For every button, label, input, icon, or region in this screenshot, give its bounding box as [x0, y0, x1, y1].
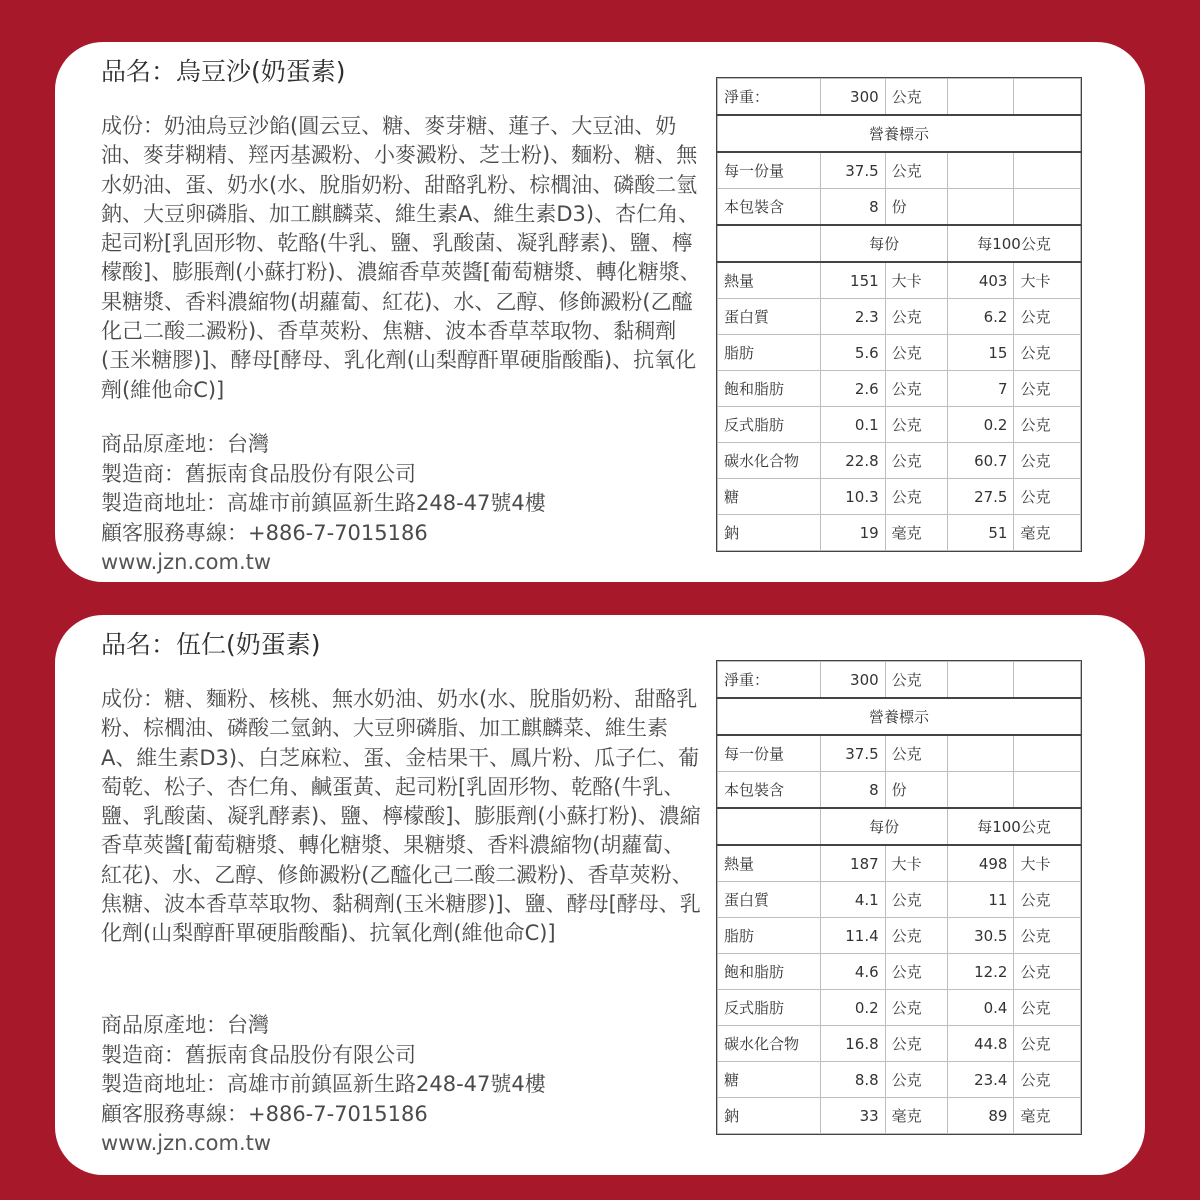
empty-cell	[948, 79, 1014, 116]
empty-cell	[718, 225, 821, 262]
nutrient-label: 鈉	[718, 1098, 821, 1134]
servings-unit: 份	[885, 772, 947, 809]
nutrient-label: 熱量	[718, 262, 821, 299]
net-weight-row	[718, 79, 1081, 116]
per-serving-unit: 公克	[885, 882, 947, 918]
title-row	[718, 115, 1081, 152]
per-100g-unit: 公克	[1014, 954, 1081, 990]
per-100g-value: 11	[948, 882, 1014, 918]
manufacturer-info	[101, 1011, 546, 1159]
servings-value: 8	[821, 189, 885, 226]
per-100g-unit: 公克	[1014, 479, 1081, 515]
nutrient-label: 反式脂肪	[718, 407, 821, 443]
per-serving-unit: 公克	[885, 335, 947, 371]
empty-cell	[1014, 772, 1081, 809]
per-100g-value: 51	[948, 515, 1014, 551]
address-text: 製造商地址：高雄市前鎮區新生路248-47號4樓	[101, 1072, 546, 1096]
origin-text: 商品原產地：台灣	[101, 1013, 269, 1037]
per-100g-unit: 大卡	[1014, 262, 1081, 299]
per-serving-value: 2.3	[821, 299, 885, 335]
per-serving-value: 16.8	[821, 1026, 885, 1062]
per-serving-unit: 大卡	[885, 845, 947, 882]
per-serving-header: 每份	[821, 808, 948, 845]
title-row	[718, 698, 1081, 735]
nutrient-row	[718, 954, 1081, 990]
per-serving-unit: 公克	[885, 990, 947, 1026]
nutrient-row	[718, 299, 1081, 335]
per-100g-value: 89	[948, 1098, 1014, 1134]
nutrient-row	[718, 335, 1081, 371]
nutrient-row	[718, 407, 1081, 443]
servings-unit: 份	[885, 189, 947, 226]
per-serving-value: 8.8	[821, 1062, 885, 1098]
per-serving-value: 11.4	[821, 918, 885, 954]
hotline-text: 顧客服務專線：+886-7-7015186	[101, 520, 428, 545]
per-serving-value: 33	[821, 1098, 885, 1134]
per-100g-unit: 公克	[1014, 918, 1081, 954]
maker-text: 製造商：舊振南食品股份有限公司	[101, 1042, 416, 1067]
per-serving-unit: 公克	[885, 918, 947, 954]
per-100g-value: 27.5	[948, 479, 1014, 515]
net-weight-value: 300	[821, 79, 885, 116]
per-100g-unit: 公克	[1014, 990, 1081, 1026]
nutrition-table	[717, 78, 1081, 551]
per-serving-value: 10.3	[821, 479, 885, 515]
nutrient-label: 飽和脂肪	[718, 954, 821, 990]
address-text: 製造商地址：高雄市前鎮區新生路248-47號4樓	[101, 491, 546, 515]
empty-cell	[1014, 662, 1081, 699]
per-100g-unit: 公克	[1014, 443, 1081, 479]
nutrient-row	[718, 845, 1081, 882]
servings-label: 本包裝含	[718, 772, 821, 809]
empty-cell	[718, 808, 821, 845]
per-100g-unit: 毫克	[1014, 1098, 1081, 1134]
per-100g-unit: 公克	[1014, 1026, 1081, 1062]
product-name: 品名：烏豆沙(奶蛋素)	[101, 57, 346, 86]
per-100g-value: 403	[948, 262, 1014, 299]
per-serving-unit: 毫克	[885, 1098, 947, 1134]
nutrient-label: 飽和脂肪	[718, 371, 821, 407]
serving-unit: 公克	[885, 152, 947, 189]
serving-label: 每一份量	[718, 152, 821, 189]
per-serving-value: 4.6	[821, 954, 885, 990]
serving-row	[718, 152, 1081, 189]
nutrient-row	[718, 1098, 1081, 1134]
per-serving-value: 151	[821, 262, 885, 299]
per-serving-value: 5.6	[821, 335, 885, 371]
nutrient-label: 碳水化合物	[718, 1026, 821, 1062]
product-name: 品名：伍仁(奶蛋素)	[101, 630, 321, 659]
nutrient-label: 糖	[718, 1062, 821, 1098]
per-100g-unit: 公克	[1014, 1062, 1081, 1098]
serving-value: 37.5	[821, 735, 885, 772]
per-serving-value: 19	[821, 515, 885, 551]
product-card-wudousha	[55, 42, 1145, 582]
nutrition-table	[717, 661, 1081, 1134]
empty-cell	[948, 772, 1014, 809]
per-serving-unit: 大卡	[885, 262, 947, 299]
per-100g-unit: 公克	[1014, 407, 1081, 443]
nutrient-label: 脂肪	[718, 335, 821, 371]
empty-cell	[948, 735, 1014, 772]
origin-text: 商品原產地：台灣	[101, 432, 269, 456]
serving-label: 每一份量	[718, 735, 821, 772]
per-100g-unit: 大卡	[1014, 845, 1081, 882]
servings-row	[718, 189, 1081, 226]
per-serving-unit: 公克	[885, 443, 947, 479]
per-100g-value: 498	[948, 845, 1014, 882]
nutrient-row	[718, 882, 1081, 918]
nutrient-label: 鈉	[718, 515, 821, 551]
per-100g-value: 7	[948, 371, 1014, 407]
per-serving-header: 每份	[821, 225, 948, 262]
net-weight-label: 淨重：	[718, 79, 821, 116]
per-serving-value: 2.6	[821, 371, 885, 407]
per-serving-unit: 公克	[885, 1026, 947, 1062]
serving-row	[718, 735, 1081, 772]
per-100g-value: 6.2	[948, 299, 1014, 335]
per-serving-unit: 公克	[885, 1062, 947, 1098]
per-100g-value: 0.2	[948, 407, 1014, 443]
empty-cell	[948, 152, 1014, 189]
nutrient-row	[718, 515, 1081, 551]
per-100g-header: 每100公克	[948, 225, 1081, 262]
nutrient-label: 反式脂肪	[718, 990, 821, 1026]
nutrition-title: 營養標示	[718, 698, 1081, 735]
per-serving-value: 0.2	[821, 990, 885, 1026]
hotline-text: 顧客服務專線：+886-7-7015186	[101, 1101, 428, 1126]
per-serving-unit: 公克	[885, 954, 947, 990]
net-weight-unit: 公克	[885, 662, 947, 699]
per-100g-value: 60.7	[948, 443, 1014, 479]
nutrient-label: 糖	[718, 479, 821, 515]
per-100g-unit: 公克	[1014, 882, 1081, 918]
per-serving-unit: 公克	[885, 299, 947, 335]
empty-cell	[1014, 189, 1081, 226]
nutrition-title: 營養標示	[718, 115, 1081, 152]
nutrient-label: 碳水化合物	[718, 443, 821, 479]
servings-value: 8	[821, 772, 885, 809]
per-serving-value: 187	[821, 845, 885, 882]
per-serving-value: 22.8	[821, 443, 885, 479]
empty-cell	[948, 662, 1014, 699]
servings-row	[718, 772, 1081, 809]
per-100g-unit: 公克	[1014, 335, 1081, 371]
per-100g-value: 44.8	[948, 1026, 1014, 1062]
per-100g-value: 23.4	[948, 1062, 1014, 1098]
nutrient-label: 熱量	[718, 845, 821, 882]
empty-cell	[1014, 735, 1081, 772]
header-row	[718, 225, 1081, 262]
per-serving-unit: 毫克	[885, 515, 947, 551]
product-card-wuren	[55, 615, 1145, 1175]
maker-text: 製造商：舊振南食品股份有限公司	[101, 461, 416, 486]
per-100g-unit: 公克	[1014, 299, 1081, 335]
per-serving-value: 0.1	[821, 407, 885, 443]
nutrient-label: 脂肪	[718, 918, 821, 954]
header-row	[718, 808, 1081, 845]
net-weight-row	[718, 662, 1081, 699]
nutrient-row	[718, 1062, 1081, 1098]
net-weight-label: 淨重：	[718, 662, 821, 699]
serving-unit: 公克	[885, 735, 947, 772]
nutrient-label: 蛋白質	[718, 882, 821, 918]
nutrient-row	[718, 443, 1081, 479]
nutrient-row	[718, 262, 1081, 299]
per-100g-unit: 毫克	[1014, 515, 1081, 551]
net-weight-value: 300	[821, 662, 885, 699]
per-100g-value: 12.2	[948, 954, 1014, 990]
net-weight-unit: 公克	[885, 79, 947, 116]
nutrient-rows	[718, 262, 1081, 551]
ingredients-text: 成份：奶油烏豆沙餡(圓云豆、糖、麥芽糖、蓮子、大豆油、奶油、麥芽糊精、羥丙基澱粉、小麥澱粉、芝士粉)、麵粉、糖、無水奶油、蛋、奶水(水、脫脂奶粉、甜酪乳粉、棕櫚油、磷酸二氫鈉、大豆卵磷脂、加工麒麟菜、維生素A、維生素D3)、杏仁角、起司粉[乳固形物、乾酪(牛乳、鹽、乳酸菌、凝乳酵素)、鹽、檸檬酸]、膨脹劑(小蘇打粉)、濃縮香草莢醬[葡萄糖漿、轉化糖漿、果糖漿、香料濃縮物(胡蘿蔔、紅花)、水、乙醇、修飾澱粉(乙醯化己二酸二澱粉)、香草莢粉、焦糖、波本香草萃取物、黏稠劑(玉米糖膠)]、酵母[酵母、乳化劑(山梨醇酐單硬脂酸酯)、抗氧化劑(維他命C)]	[101, 114, 701, 402]
website-link[interactable]: www.jzn.com.tw	[101, 1131, 272, 1155]
per-serving-value: 4.1	[821, 882, 885, 918]
servings-label: 本包裝含	[718, 189, 821, 226]
per-serving-unit: 公克	[885, 407, 947, 443]
nutrient-row	[718, 479, 1081, 515]
serving-value: 37.5	[821, 152, 885, 189]
nutrient-row	[718, 1026, 1081, 1062]
nutrient-row	[718, 990, 1081, 1026]
per-100g-header: 每100公克	[948, 808, 1081, 845]
per-serving-unit: 公克	[885, 479, 947, 515]
empty-cell	[1014, 79, 1081, 116]
per-serving-unit: 公克	[885, 371, 947, 407]
ingredients-text: 成份：糖、麵粉、核桃、無水奶油、奶水(水、脫脂奶粉、甜酪乳粉、棕櫚油、磷酸二氫鈉、大豆卵磷脂、加工麒麟菜、維生素A、維生素D3)、白芝麻粒、蛋、金桔果干、鳳片粉、瓜子仁、葡萄乾、松子、杏仁角、鹹蛋黃、起司粉[乳固形物、乾酪(牛乳、鹽、乳酸菌、凝乳酵素)、鹽、檸檬酸]、膨脹劑(小蘇打粉)、濃縮香草莢醬[葡萄糖漿、轉化糖漿、果糖漿、香料濃縮物(胡蘿蔔、紅花)、水、乙醇、修飾澱粉(乙醯化己二酸二澱粉)、香草莢粉、焦糖、波本香草萃取物、黏稠劑(玉米糖膠)]、鹽、酵母[酵母、乳化劑(山梨醇酐單硬脂酸酯)、抗氧化劑(維他命C)]	[101, 687, 701, 946]
nutrient-label: 蛋白質	[718, 299, 821, 335]
per-100g-value: 30.5	[948, 918, 1014, 954]
empty-cell	[1014, 152, 1081, 189]
manufacturer-info	[101, 430, 546, 578]
per-100g-unit: 公克	[1014, 371, 1081, 407]
per-100g-value: 15	[948, 335, 1014, 371]
per-100g-value: 0.4	[948, 990, 1014, 1026]
empty-cell	[948, 189, 1014, 226]
website-link[interactable]: www.jzn.com.tw	[101, 550, 272, 574]
nutrient-row	[718, 918, 1081, 954]
nutrient-rows	[718, 845, 1081, 1134]
nutrient-row	[718, 371, 1081, 407]
